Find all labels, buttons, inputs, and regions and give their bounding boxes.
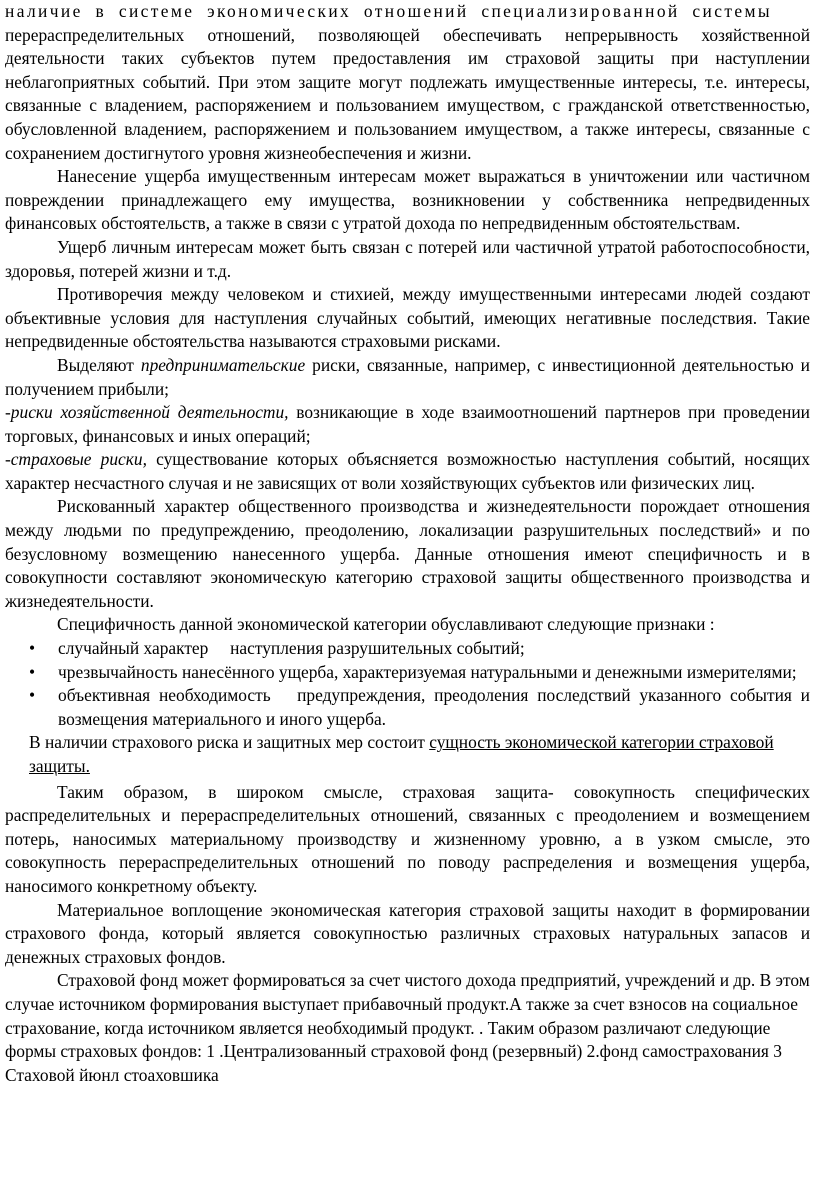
paragraph-3: Ущерб личным интересам может быть связан с потерей или частичной утратой работоспособности, здоровья, потерей жизни и т.д. xyxy=(5,236,810,281)
bullet-icon: • xyxy=(29,685,36,706)
paragraph-6-end: возникающие в ходе взаимоотношений партнеров при проведении торговых, финансовых и иных операций; xyxy=(5,402,810,446)
paragraph-6-start: - xyxy=(5,402,11,423)
list-item-text: случайный характер наступления разрушительных событий; xyxy=(58,638,525,659)
paragraph-1: перераспределительных отношений, позволяющей обеспечивать непрерывность хозяйственной деятельности таких субъектов путем предоставления им страховой защиты при наступлении неблагоприятных событий. При этом защите могут подлежать имущественные интересы, т.е. интересы, связанные с владением, распоряжением и пользованием имуществом, с гражданской ответственностью, обусловленной владением, распоряжением и пользованием имуществом, а также интересы, связанные с сохранением достигнутого уровня жизнеобеспечения и жизни. xyxy=(5,24,810,163)
bullet-icon: • xyxy=(29,638,36,659)
list-item xyxy=(5,661,810,685)
list-item-text: чрезвычайность нанесённого ущерба, характеризуемая натуральными и денежными измерителями; xyxy=(58,661,797,682)
paragraph-5-end: риски, связанные, например, с инвестиционной деятельностью и получением прибыли; xyxy=(5,354,810,399)
paragraph-2: Нанесение ущерба имущественным интересам может выражаться в уничтожении или частичном повреждении принадлежащего ему имущества, возникновении у собственника непредвиденных финансовых обстоятельств, а также в связи с утратой дохода по непредвиденным обстоятельствам. xyxy=(5,166,810,234)
paragraph-7-start: - xyxy=(5,449,11,470)
paragraph-5 xyxy=(5,354,810,401)
paragraph-13: Страховой фонд может формироваться за счет чистого дохода предприятий, учреждений и др. В этом случае источником формирования выступает прибавочный продукт.А также за счет взносов на социальное страхование, когда источником является необходимый продукт. . Таким образом различают следующие формы страховых фондов: 1 .Централизованный страховой фонд (резервный) 2.фонд самострахования 3 Стаховой йюнл стоаховшика xyxy=(5,970,810,1085)
paragraph-6-italic: риски хозяйственной деятельности, xyxy=(10,402,289,423)
paragraph-7-italic: страховые риски, xyxy=(10,449,147,470)
paragraph-9: Специфичность данной экономической категории обуславливают следующие признаки : xyxy=(57,614,715,635)
paragraph-7-end: существование которых объясняется возможностью наступления событий, носящих характер несчастного случая и не зависящих от воли хозяйствующих субъектов или физических лиц. xyxy=(5,449,810,493)
paragraph-5-italic: предпринимательские xyxy=(140,354,306,375)
list-item xyxy=(5,684,815,731)
paragraph-10 xyxy=(5,731,810,778)
paragraph-11: Таким образом, в широком смысле, страховая защита- совокупность специфических распределительных и перераспределительных отношений, связанных с преодолением и возмещением потерь, наносимых материальному производству и жизненному уровню, а в узком смысле, это совокупность перераспределительных отношений по поводу распределения и возмещения ущерба, наносимого конкретному объекту. xyxy=(5,781,810,896)
paragraph-1-line-1: наличие в системе экономических отношений специализированной системы xyxy=(5,1,772,21)
paragraph-5-start: Выделяют xyxy=(57,354,141,375)
feature-list xyxy=(5,637,815,731)
paragraph-7 xyxy=(5,448,810,495)
paragraph-12: Материальное воплощение экономическая категория страховой защиты находит в формировании страхового фонда, который является совокупностью различных страховых натуральных запасов и денежных страховых фондов. xyxy=(5,899,810,967)
list-item xyxy=(5,637,810,661)
bullet-icon: • xyxy=(29,661,36,682)
paragraph-10-start: В наличии страхового риска и защитных мер состоит xyxy=(29,732,430,753)
paragraph-4: Противоречия между человеком и стихией, между имущественными интересами людей создают объективные условия для наступления случайных событий, имеющих негативные последствия. Такие непредвиденные обстоятельства называются страховыми рисками. xyxy=(5,284,810,352)
paragraph-10-underlined: сущность экономической категории страховой защиты. xyxy=(29,732,774,776)
list-item-text: объективная необходимость предупреждения, преодоления последствий указанного события и возмещения материального и иного ущерба. xyxy=(58,685,815,729)
paragraph-6 xyxy=(5,401,810,448)
paragraph-8: Рискованный характер общественного производства и жизнедеятельности порождает отношения между людьми по предупреждению, преодолению, локализации разрушительных последствий» и по безусловному возмещению нанесенного ущерба. Данные отношения имеют специфичность и в совокупности составляют экономическую категорию страховой защиты общественного производства и жизнедеятельности. xyxy=(5,496,810,611)
